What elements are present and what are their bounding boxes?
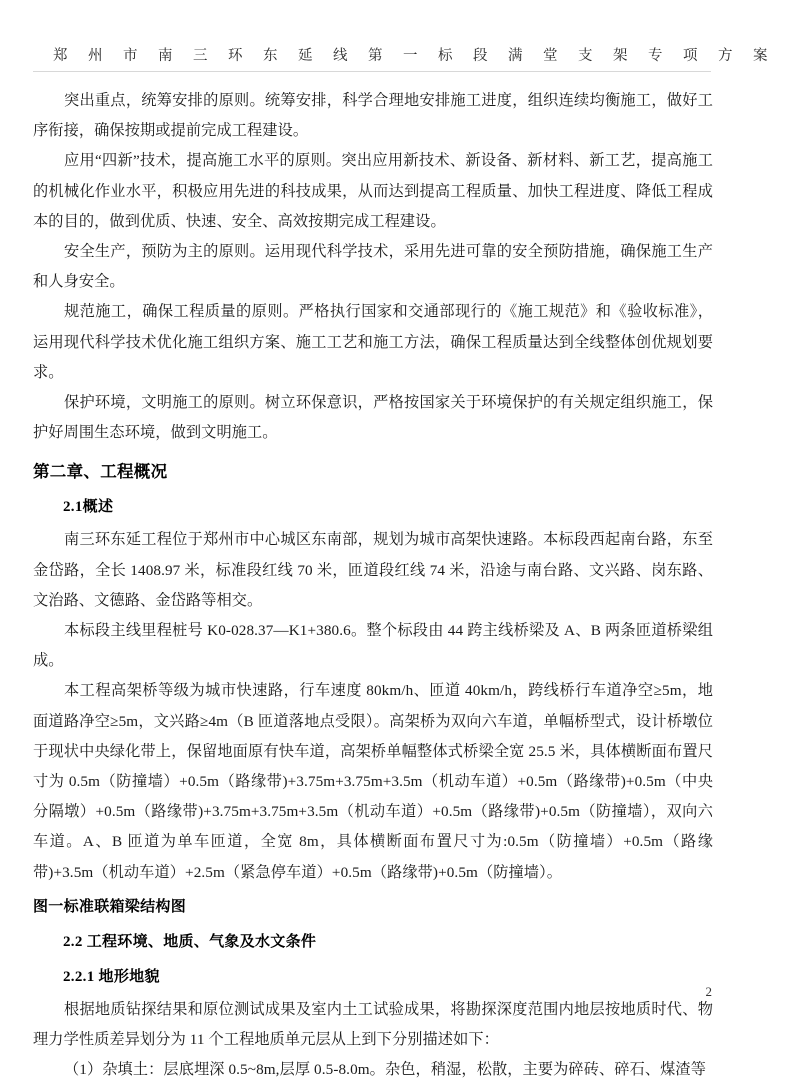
paragraph-principle-environment: 保护环境，文明施工的原则。树立环保意识，严格按国家关于环境保护的有关规定组织施工，保护好周围生态环境，做到文明施工。 <box>33 394 713 442</box>
section-heading-2-2: 2.2 工程环境、地质、气象及水文条件 <box>63 933 317 950</box>
paragraph-bridge-specs: 本工程高架桥等级为城市快速路，行车速度 80km/h、匝道 40km/h，跨线桥行车道净空≥5m，地面道路净空≥5m，文兴路≥4m（B 匝道落地点受限）。高架桥为双向六车道，单幅桥型式，设计桥墩位于现状中央绿化带上，保留地面原有快车道，高架桥单幅整体式桥梁全宽 25.5 米，具体横断面布置尺寸为 0.5m（防撞墙）+0.5m（路缘带)+3.75m+3.75m+3.5m（机动车道）+0.5m（路缘带)+0.5m（中央分隔墩）+0.5m（路缘带)+3.75m+3.75m+3.5m（机动车道）+0.5m（路缘带)+0.5m（防撞墙），双向六车道。A、B 匝道为单车匝道，全宽 8m，具体横断面布置尺寸为:0.5m（防撞墙）+0.5m（路缘带)+3.5m（机动车道）+2.5m（紧急停车道）+0.5m（路缘带)+0.5m（防撞墙）。 <box>33 682 713 881</box>
header-divider <box>33 71 711 72</box>
paragraph-principle-focus: 突出重点，统筹安排的原则。统筹安排，科学合理地安排施工进度，组织连续均衡施工，做好工序衔接，确保按期或提前完成工程建设。 <box>33 92 713 140</box>
document-body <box>33 86 713 1085</box>
paragraph-mileage-stake: 本标段主线里程桩号 K0-028.37—K1+380.6。整个标段由 44 跨主线桥梁及 A、B 两条匝道桥梁组成。 <box>33 622 713 670</box>
paragraph-geology-layer-1: （1）杂填土：层底埋深 0.5~8m,层厚 0.5-8.0m。杂色，稍湿，松散，主要为碎砖、碎石、煤渣等 <box>64 1061 707 1079</box>
page-header <box>33 44 788 74</box>
section-heading-2-2-1: 2.2.1 地形地貌 <box>63 968 160 985</box>
page-number: 2 <box>705 984 712 999</box>
paragraph-geology-survey: 根据地质钻探结果和原位测试成果及室内土工试验成果，将勘探深度范围内地层按地质时代、物理力学性质差异划分为 11 个工程地质单元层从上到下分别描述如下： <box>33 1000 713 1049</box>
section-heading-2-1: 2.1概述 <box>63 499 114 516</box>
figure-caption-1: 图一标准联箱梁结构图 <box>33 898 187 915</box>
paragraph-principle-new-tech: 应用“四新”技术，提高施工水平的原则。突出应用新技术、新设备、新材料、新工艺，提高施工的机械化作业水平，积极应用先进的科技成果，从而达到提高工程质量、加快工程进度、降低工程成本的目的，做到优质、快速、安全、高效按期完成工程建设。 <box>33 152 713 230</box>
paragraph-principle-safety: 安全生产，预防为主的原则。运用现代科学技术，采用先进可靠的安全预防措施，确保施工生产和人身安全。 <box>33 243 713 291</box>
header-title: 郑州市南三环东延线第一标段满堂支架专项方案 <box>53 48 788 64</box>
paragraph-project-location: 南三环东延工程位于郑州市中心城区东南部，规划为城市高架快速路。本标段西起南台路，东至金岱路，全长 1408.97 米，标准段红线 70 米，匝道段红线 74 米，沿途与南台路、文兴路、岗东路、文治路、文德路、金岱路等相交。 <box>33 531 713 609</box>
chapter-heading-2: 第二章、工程概况 <box>33 462 168 482</box>
paragraph-principle-standard: 规范施工，确保工程质量的原则。严格执行国家和交通部现行的《施工规范》和《验收标准》，运用现代科学技术优化施工组织方案、施工工艺和施工方法，确保工程质量达到全线整体创优规划要求。 <box>33 303 713 381</box>
